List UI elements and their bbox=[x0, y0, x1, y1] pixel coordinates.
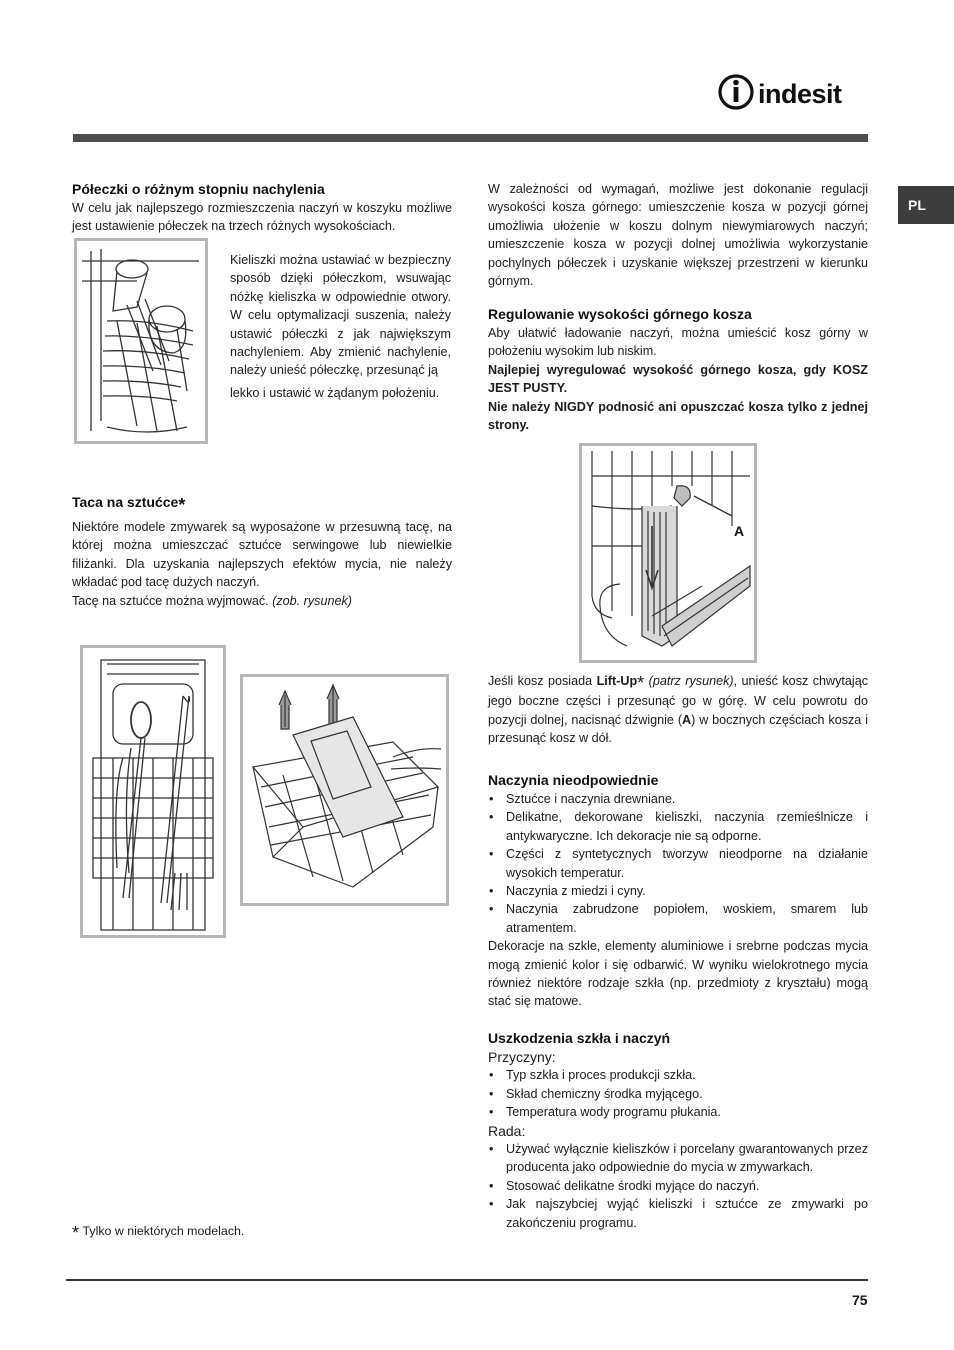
causes-label: Przyczyny: bbox=[488, 1049, 556, 1065]
footnote-text: Tylko w niektórych modelach. bbox=[82, 1224, 245, 1238]
tray-removal-illustration bbox=[243, 677, 446, 903]
list-item: • Skład chemiczny środka myjącego. bbox=[488, 1085, 868, 1103]
section-intro: W celu jak najlepszego rozmieszczenia naczyń w koszyku możliwe jest ustawienie półeczek na trzech różnych wysokościach. bbox=[72, 201, 452, 234]
section-title: Półeczki o różnym stopniu nachylenia bbox=[72, 181, 325, 197]
list-item: • Naczynia zabrudzone popiołem, woskiem, smarem lub atramentem. bbox=[488, 900, 868, 937]
section-text: Niektóre modele zmywarek są wyposażone w przesuwną tacę, na której można umieszczać sztućce serwingowe lub niewielkie filiżanki. Dla uzyskania najlepszych efektów mycia, nie należy wkładać pod tacę dużych naczyń. bbox=[72, 520, 452, 590]
remove-text-main: Tacę na sztućce można wyjmować. bbox=[72, 593, 269, 608]
lift-up-text bbox=[488, 672, 868, 748]
lift-up-figure bbox=[579, 443, 757, 663]
glass-shelf-figure bbox=[74, 238, 208, 444]
section-shelves bbox=[72, 181, 452, 236]
section-basket-adjust bbox=[488, 306, 868, 434]
lift-up-illustration bbox=[582, 446, 754, 660]
side-paragraph-end: lekko i ustawić w żądanym położeniu. bbox=[230, 385, 440, 400]
side-paragraph: Kieliszki można ustawiać w bezpieczny sposób dzięki półeczkom, wsuwając nóżkę kieliszka w odpowiednie otwory. W celu optymalizacji suszenia, należy ustawić półeczki z jak największym nachyleniem. Aby zmienić nachylenie, należy unieść półeczkę, przesunąć ją bbox=[230, 253, 451, 378]
list-item: • Typ szkła i proces produkcji szkła. bbox=[488, 1066, 868, 1084]
page-number: 75 bbox=[852, 1292, 868, 1308]
cutlery-tray-figure bbox=[80, 645, 226, 938]
list-item: • Delikatne, dekorowane kieliszki, naczynia rzemieślnicze i antykwaryczne. Ich dekoracje nie są odporne. bbox=[488, 808, 868, 845]
list-item: • Części z syntetycznych tworzyw nieodporne na działanie wysokich temperatur. bbox=[488, 845, 868, 882]
footnote bbox=[72, 1222, 452, 1242]
header-rule bbox=[73, 134, 868, 142]
lift-up-mid: , unieść kosz chwytając jego boczne części i przesunąć go w górę. W celu powrotu do pozycji dolnej, nacisnąć dźwignie ( bbox=[488, 674, 869, 727]
list-item: • Stosować delikatne środki myjące do naczyń. bbox=[488, 1177, 868, 1195]
brand-logo bbox=[718, 70, 870, 114]
unsuitable-list bbox=[488, 790, 868, 937]
footnote-asterisk: * bbox=[72, 1223, 80, 1243]
list-item: • Używać wyłącznie kieliszków i porcelany gwarantowanych przez producenta jako odpowiednie do mycia w zmywarkach. bbox=[488, 1140, 868, 1177]
basket-height-intro: W zależności od wymagań, możliwe jest dokonanie regulacji wysokości kosza górnego: umieszczenie kosza w pozycji górnej umożliwia ułożenie w koszu dolnym niewymiarowych naczyń; umieszczenie kosza w pozycji dolnej umożliwia wykorzystanie pochylnych półeczek i uzyskanie większej przestrzeni w kierunku górnym. bbox=[488, 182, 868, 289]
causes-list bbox=[488, 1066, 868, 1121]
footer-rule bbox=[66, 1279, 868, 1281]
section-title bbox=[72, 494, 452, 516]
logo-text: indesit bbox=[758, 79, 842, 109]
section-text: Dekoracje na szkle, elementy aluminiowe i srebrne podczas mycia mogą zmienić kolor i się odbarwić. W wyniku wielokrotnego mycia również niektóre rodzaje szkła (np. przedmioty z kryształu) mogą stać się matowe. bbox=[488, 939, 868, 1009]
list-item: • Sztućce i naczynia drewniane. bbox=[488, 790, 868, 808]
section-glass-damage bbox=[488, 1030, 868, 1232]
figure-label-a: A bbox=[734, 523, 745, 539]
rack-shelf-illustration bbox=[77, 241, 205, 441]
cutlery-tray-illustration bbox=[83, 648, 223, 935]
section-title: Uszkodzenia szkła i naczyń bbox=[488, 1030, 671, 1046]
lift-up-ref: (patrz rysunek) bbox=[648, 674, 734, 688]
tray-removal-figure bbox=[240, 674, 449, 906]
list-item: • Jak najszybciej wyjąć kieliszki i sztućce ze zmywarki po zakończeniu programu. bbox=[488, 1195, 868, 1232]
remove-text-ref: (zob. rysunek) bbox=[272, 593, 352, 608]
list-item: • Naczynia z miedzi i cyny. bbox=[488, 882, 868, 900]
lift-up-end: ) w bocznych częściach kosza i przesunąć kosz w dół. bbox=[488, 712, 868, 746]
advice-list bbox=[488, 1140, 868, 1232]
section-title: Regulowanie wysokości górnego kosza bbox=[488, 306, 752, 322]
section-unsuitable-dishes bbox=[488, 772, 868, 1011]
title-asterisk: * bbox=[178, 495, 186, 515]
lift-up-lever-label: A bbox=[682, 712, 692, 727]
warning-empty-basket: Najlepiej wyregulować wysokość górnego kosza, gdy KOSZ JEST PUSTY. bbox=[488, 362, 868, 396]
list-item: • Temperatura wody programu płukania. bbox=[488, 1103, 868, 1121]
lift-up-pre: Jeśli kosz posiada bbox=[488, 674, 593, 688]
lift-up-asterisk: * bbox=[637, 673, 645, 693]
warning-one-side: Nie należy NIGDY podnosić ani opuszczać kosza tylko z jednej strony. bbox=[488, 399, 868, 433]
lift-up-name: Lift-Up bbox=[596, 674, 638, 688]
advice-label: Rada: bbox=[488, 1122, 526, 1139]
section-cutlery-tray bbox=[72, 494, 452, 610]
title-text: Taca na sztućce bbox=[72, 494, 179, 510]
section-text: Aby ułatwić ładowanie naczyń, można umieścić kosz górny w położeniu wysokim lub niskim. bbox=[488, 326, 868, 359]
indesit-logo-icon bbox=[718, 70, 870, 114]
section-title: Naczynia nieodpowiednie bbox=[488, 772, 659, 788]
shelves-side-text bbox=[230, 251, 451, 402]
language-tab: PL bbox=[898, 186, 954, 224]
remove-text bbox=[72, 592, 452, 610]
